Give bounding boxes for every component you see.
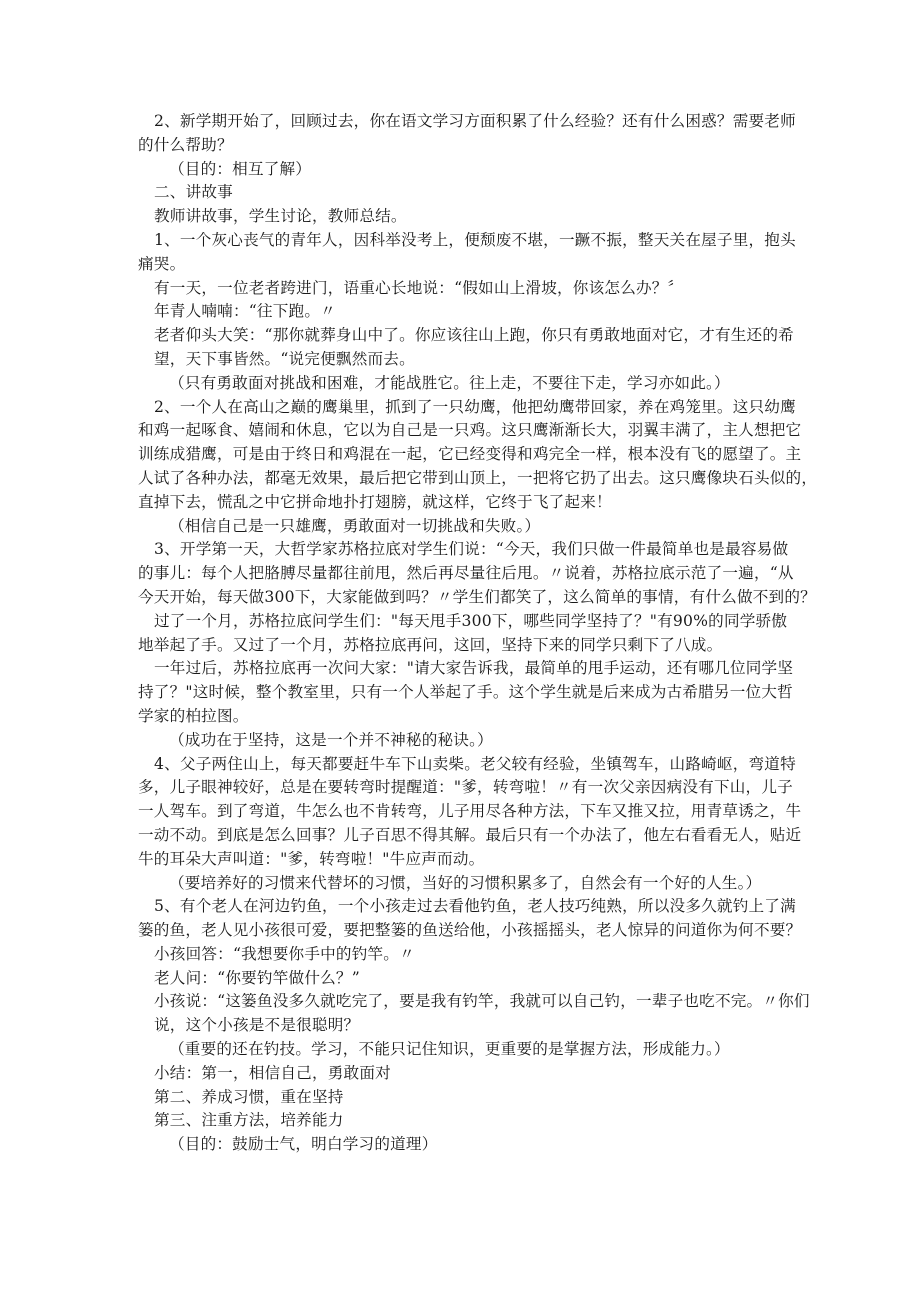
text-line: （目的：鼓励士气，明白学习的道理） [169, 1135, 438, 1154]
text-line: （成功在于坚持，这是一个并不神秘的秘诀。） [169, 730, 493, 749]
text-line: 直掉下去，慌乱之中它拼命地扑打翅膀，就这样，它终于飞了起来！ [138, 492, 612, 511]
text-line: 小孩说：“这篓鱼没多久就吃完了，要是我有钓竿，我就可以自己钓，一辈子也吃不完。〃你们 [154, 992, 810, 1011]
text-line: 年青人喃喃：“往下跑。〃 [154, 302, 336, 321]
text-line: 地举起了手。又过了一个月，苏格拉底再问，这回，坚持下来的同学只剩下了八成。 [138, 635, 723, 654]
text-line: 小孩回答：“我想要你手中的钓竿。〃 [154, 944, 415, 963]
text-line: 望，天下事皆然。“说完便飘然而去。 [154, 349, 415, 368]
text-line: 说，这个小孩是不是很聪明？ [154, 1016, 360, 1035]
text-line: 1、一个灰心丧气的青年人，因科举没考上，便颓废不堪，一蹶不振，整天关在屋子里，抱头 [154, 230, 796, 249]
text-line: 学家的柏拉图。 [138, 706, 249, 725]
text-line: 5、有个老人在河边钓鱼，一个小孩走过去看他钓鱼，老人技巧纯熟，所以没多久就钓上了满 [154, 897, 796, 916]
text-line: 牛的耳朵大声叫道："爹，转弯啦！"牛应声而动。 [138, 849, 485, 868]
text-line: 和鸡一起啄食、嬉闹和休息，它以为自己是一只鸡。这只鹰渐渐长大，羽翼丰满了，主人想把它 [138, 421, 802, 440]
text-line: 今天开始，每天做300下，大家能做到吗？〃学生们都笑了，这么简单的事情，有什么做不到的？ [138, 587, 816, 606]
text-line: 4、父子两住山上，每天都要赶牛车下山卖柴。老父较有经验，坐镇驾车，山路崎岖，弯道特 [154, 754, 796, 773]
text-line: 人试了各种办法，都毫无效果，最后把它带到山顶上，一把将它扔了出去。这只鹰像块石头似的， [138, 468, 818, 487]
text-line: 篓的鱼，老人见小孩很可爱，要把整篓的鱼送给他，小孩摇摇头，老人惊异的问道你为何不要？ [138, 921, 802, 940]
text-line: 一动不动。到底是怎么回事？儿子百思不得其解。最后只有一个办法了，他左右看看无人，贴近 [138, 825, 802, 844]
text-line: 有一天，一位老者跨进门，语重心长地说：“假如山上滑坡，你该怎么办？〞 [154, 278, 684, 297]
text-line: 第三、注重方法，培养能力 [154, 1111, 344, 1130]
text-line: 2、一个人在高山之巅的鹰巢里，抓到了一只幼鹰，他把幼鹰带回家，养在鸡笼里。这只幼鹰 [154, 397, 796, 416]
text-line: （要培养好的习惯来代替坏的习惯，当好的习惯积累多了，自然会有一个好的人生。） [169, 873, 762, 892]
text-line: 2、新学期开始了，回顾过去，你在语文学习方面积累了什么经验？还有什么困惑？需要老师 [154, 112, 796, 130]
text-line: 二、讲故事 [154, 183, 233, 202]
text-line: 持了？"这时候，整个教室里，只有一个人举起了手。这个学生就是后来成为古希腊另一位大哲 [138, 683, 793, 702]
text-line: 一人驾车。到了弯道，牛怎么也不肯转弯，儿子用尽各种方法，下车又推又拉，用青草诱之，牛 [138, 802, 802, 821]
text-line: （相信自己是一只雄鹰，勇敢面对一切挑战和失败。） [169, 516, 541, 535]
text-line: 小结：第一，相信自己，勇敢面对 [154, 1063, 391, 1082]
text-line: 第二、养成习惯，重在坚持 [154, 1087, 344, 1106]
text-line: 过了一个月，苏格拉底问学生们："每天甩手300下，哪些同学坚持了？"有90%的同学骄傲 [154, 611, 788, 630]
text-line: 教师讲故事，学生讨论，教师总结。 [154, 207, 407, 226]
text-line: 多，儿子眼神较好，总是在要转弯时提醒道："爹，转弯啦！〃有一次父亲因病没有下山，儿子 [138, 778, 793, 797]
text-line: 老人问：“你要钓竿做什么？” [154, 968, 360, 987]
text-line: （目的：相互了解） [169, 159, 312, 178]
text-line: （重要的还在钓技。学习，不能只记住知识，更重要的是掌握方法，形成能力。） [169, 1040, 730, 1059]
text-line: 痛哭。 [138, 254, 186, 273]
text-line: 训练成猎鹰，可是由于终日和鸡混在一起，它已经变得和鸡完全一样，根本没有飞的愿望了。主 [138, 445, 802, 464]
text-line: 一年过后，苏格拉底再一次问大家："请大家告诉我，最简单的甩手运动，还有哪几位同学坚 [154, 659, 794, 678]
text-line: 老者仰头大笑：“那你就葬身山中了。你应该往山上跑，你只有勇敢地面对它，才有生还的希 [154, 326, 794, 345]
text-line: （只有勇敢面对挑战和困难，才能战胜它。往上走，不要往下走，学习亦如此。） [169, 373, 730, 392]
text-line: 3、开学第一天，大哲学家苏格拉底对学生们说：“今天，我们只做一件最简单也是最容易做 [154, 540, 789, 559]
text-line: 的事儿：每个人把胳膊尽量都往前甩，然后再尽量往后甩。〃说着，苏格拉底示范了一遍，“从 [138, 564, 794, 583]
document-body [138, 110, 818, 1157]
text-line: 的什么帮助？ [138, 135, 233, 154]
